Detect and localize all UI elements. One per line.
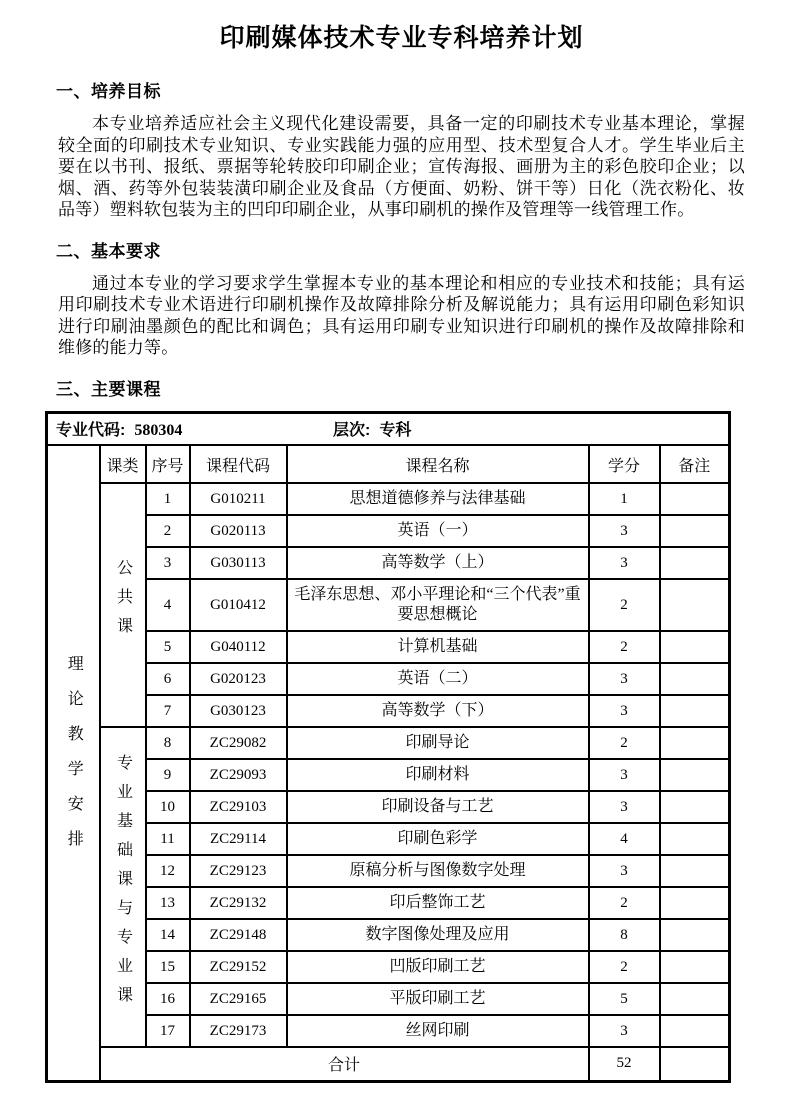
course-code: G020113 [190,515,287,547]
category-cell-professional [100,727,146,1047]
course-code: G030123 [190,695,287,727]
course-seq: 16 [146,983,190,1015]
course-row [47,823,730,855]
major-code [56,417,333,440]
course-credits: 2 [589,887,660,919]
course-remarks [660,483,730,515]
course-code: G010211 [190,483,287,515]
course-row [47,547,730,579]
course-seq: 4 [146,579,190,631]
course-name: 毛泽东思想、邓小平理论和“三个代表”重要思想概论 [287,579,589,631]
header-seq: 序号 [146,445,190,483]
category-label-public: 公共课 [114,559,132,646]
level [333,422,411,439]
course-row [47,515,730,547]
course-credits: 3 [589,695,660,727]
course-remarks [660,631,730,663]
total-row [47,1047,730,1081]
header-code: 课程代码 [190,445,287,483]
category-label-professional: 专业基础课与专业课 [114,754,132,1015]
section-heading-3: 三、主要课程 [56,379,161,399]
section-training-goal [58,80,745,221]
course-row [47,1015,730,1047]
course-code: G030113 [190,547,287,579]
course-name: 英语（二） [287,663,589,695]
header-credits: 学分 [589,445,660,483]
course-remarks [660,727,730,759]
course-remarks [660,919,730,951]
course-seq: 1 [146,483,190,515]
course-row [47,951,730,983]
course-name: 印刷材料 [287,759,589,791]
course-code: ZC29148 [190,919,287,951]
course-credits: 3 [589,663,660,695]
course-credits: 1 [589,483,660,515]
course-name: 印刷设备与工艺 [287,791,589,823]
header-category: 课类 [100,445,146,483]
course-remarks [660,855,730,887]
course-credits: 2 [589,727,660,759]
category-cell-public [100,483,146,727]
course-credits: 2 [589,631,660,663]
table-header-row [47,445,730,483]
course-name: 凹版印刷工艺 [287,951,589,983]
document-page [0,0,800,401]
section-paragraph-2: 通过本专业的学习要求学生掌握本专业的基本理论和相应的专业技术和技能；具有运用印刷技术专业术语进行印刷机操作及故障排除分析及解说能力；具有运用印刷色彩知识进行印刷油墨颜色的配比和调色；具有运用印刷专业知识进行印刷机的操作及故障排除和维修的能力等。 [58,273,745,357]
section-paragraph-1: 本专业培养适应社会主义现代化建设需要，具备一定的印刷技术专业基本理论，掌握较全面的印刷技术专业知识、专业实践能力强的应用型、技术型复合人才。学生毕业后主要在以书刊、报纸、票据等轮转胶印印刷企业；宣传海报、画册为主的彩色胶印企业；以烟、酒、药等外包装装潢印刷企业及食品（方便面、奶粉、饼干等）日化（洗衣粉化、妆品等）塑料软包装为主的凹印印刷企业，从事印刷机的操作及管理等一线管理工作。 [58,114,745,219]
course-code: ZC29173 [190,1015,287,1047]
level-value: 专科 [379,422,412,440]
course-row [47,579,730,631]
total-credits: 52 [589,1047,660,1081]
major-code-label: 专业代码: [56,422,126,440]
course-code: ZC29093 [190,759,287,791]
course-credits: 4 [589,823,660,855]
course-seq: 12 [146,855,190,887]
section-basic-requirements [58,240,745,359]
course-table-wrapper [45,411,800,1083]
course-name: 思想道德修养与法律基础 [287,483,589,515]
course-credits: 3 [589,515,660,547]
course-seq: 6 [146,663,190,695]
course-code: ZC29103 [190,791,287,823]
course-remarks [660,791,730,823]
course-seq: 10 [146,791,190,823]
course-remarks [660,663,730,695]
course-remarks [660,579,730,631]
course-name: 计算机基础 [287,631,589,663]
course-credits: 5 [589,983,660,1015]
course-credits: 3 [589,759,660,791]
course-row [47,855,730,887]
course-code: ZC29082 [190,727,287,759]
stage-label: 理论教学安排 [65,655,83,866]
course-seq: 11 [146,823,190,855]
course-code: G020123 [190,663,287,695]
course-credits: 3 [589,855,660,887]
page-title: 印刷媒体技术专业专科培养计划 [219,24,584,52]
header-name: 课程名称 [287,445,589,483]
stage-column-cell [47,445,100,1081]
course-seq: 5 [146,631,190,663]
course-name: 丝网印刷 [287,1015,589,1047]
course-remarks [660,515,730,547]
course-remarks [660,695,730,727]
course-row [47,695,730,727]
course-code: G040112 [190,631,287,663]
total-label: 合计 [100,1047,589,1081]
course-name: 印刷色彩学 [287,823,589,855]
course-credits: 3 [589,547,660,579]
course-remarks [660,823,730,855]
course-name: 数字图像处理及应用 [287,919,589,951]
course-code: ZC29123 [190,855,287,887]
course-seq: 3 [146,547,190,579]
course-row [47,727,730,759]
course-row [47,759,730,791]
course-seq: 9 [146,759,190,791]
course-credits: 2 [589,951,660,983]
course-row [47,887,730,919]
course-credits: 3 [589,791,660,823]
course-remarks [660,951,730,983]
course-name: 印后整饰工艺 [287,887,589,919]
course-remarks [660,887,730,919]
major-code-value: 580304 [134,422,183,440]
course-name: 英语（一） [287,515,589,547]
course-row [47,983,730,1015]
course-row [47,663,730,695]
course-row [47,631,730,663]
course-remarks [660,759,730,791]
course-seq: 13 [146,887,190,919]
course-seq: 17 [146,1015,190,1047]
course-code: ZC29152 [190,951,287,983]
course-code: G010412 [190,579,287,631]
course-row [47,483,730,515]
course-table [45,411,731,1083]
table-meta-row [47,412,730,445]
course-remarks [660,547,730,579]
total-remarks [660,1047,730,1081]
course-remarks [660,1015,730,1047]
course-seq: 15 [146,951,190,983]
section-heading-1: 一、培养目标 [56,82,161,101]
course-name: 高等数学（下） [287,695,589,727]
level-label: 层次: [333,422,371,440]
course-seq: 14 [146,919,190,951]
course-credits: 2 [589,579,660,631]
course-name: 印刷导论 [287,727,589,759]
course-name: 高等数学（上） [287,547,589,579]
course-name: 原稿分析与图像数字处理 [287,855,589,887]
section-heading-2: 二、基本要求 [56,241,161,261]
course-code: ZC29132 [190,887,287,919]
course-seq: 8 [146,727,190,759]
course-seq: 7 [146,695,190,727]
course-row [47,919,730,951]
course-seq: 2 [146,515,190,547]
header-remarks: 备注 [660,445,730,483]
section-main-courses [58,378,745,401]
course-name: 平版印刷工艺 [287,983,589,1015]
course-code: ZC29114 [190,823,287,855]
course-code: ZC29165 [190,983,287,1015]
course-credits: 3 [589,1015,660,1047]
course-remarks [660,983,730,1015]
course-credits: 8 [589,919,660,951]
course-row [47,791,730,823]
table-meta-cell [47,412,730,445]
